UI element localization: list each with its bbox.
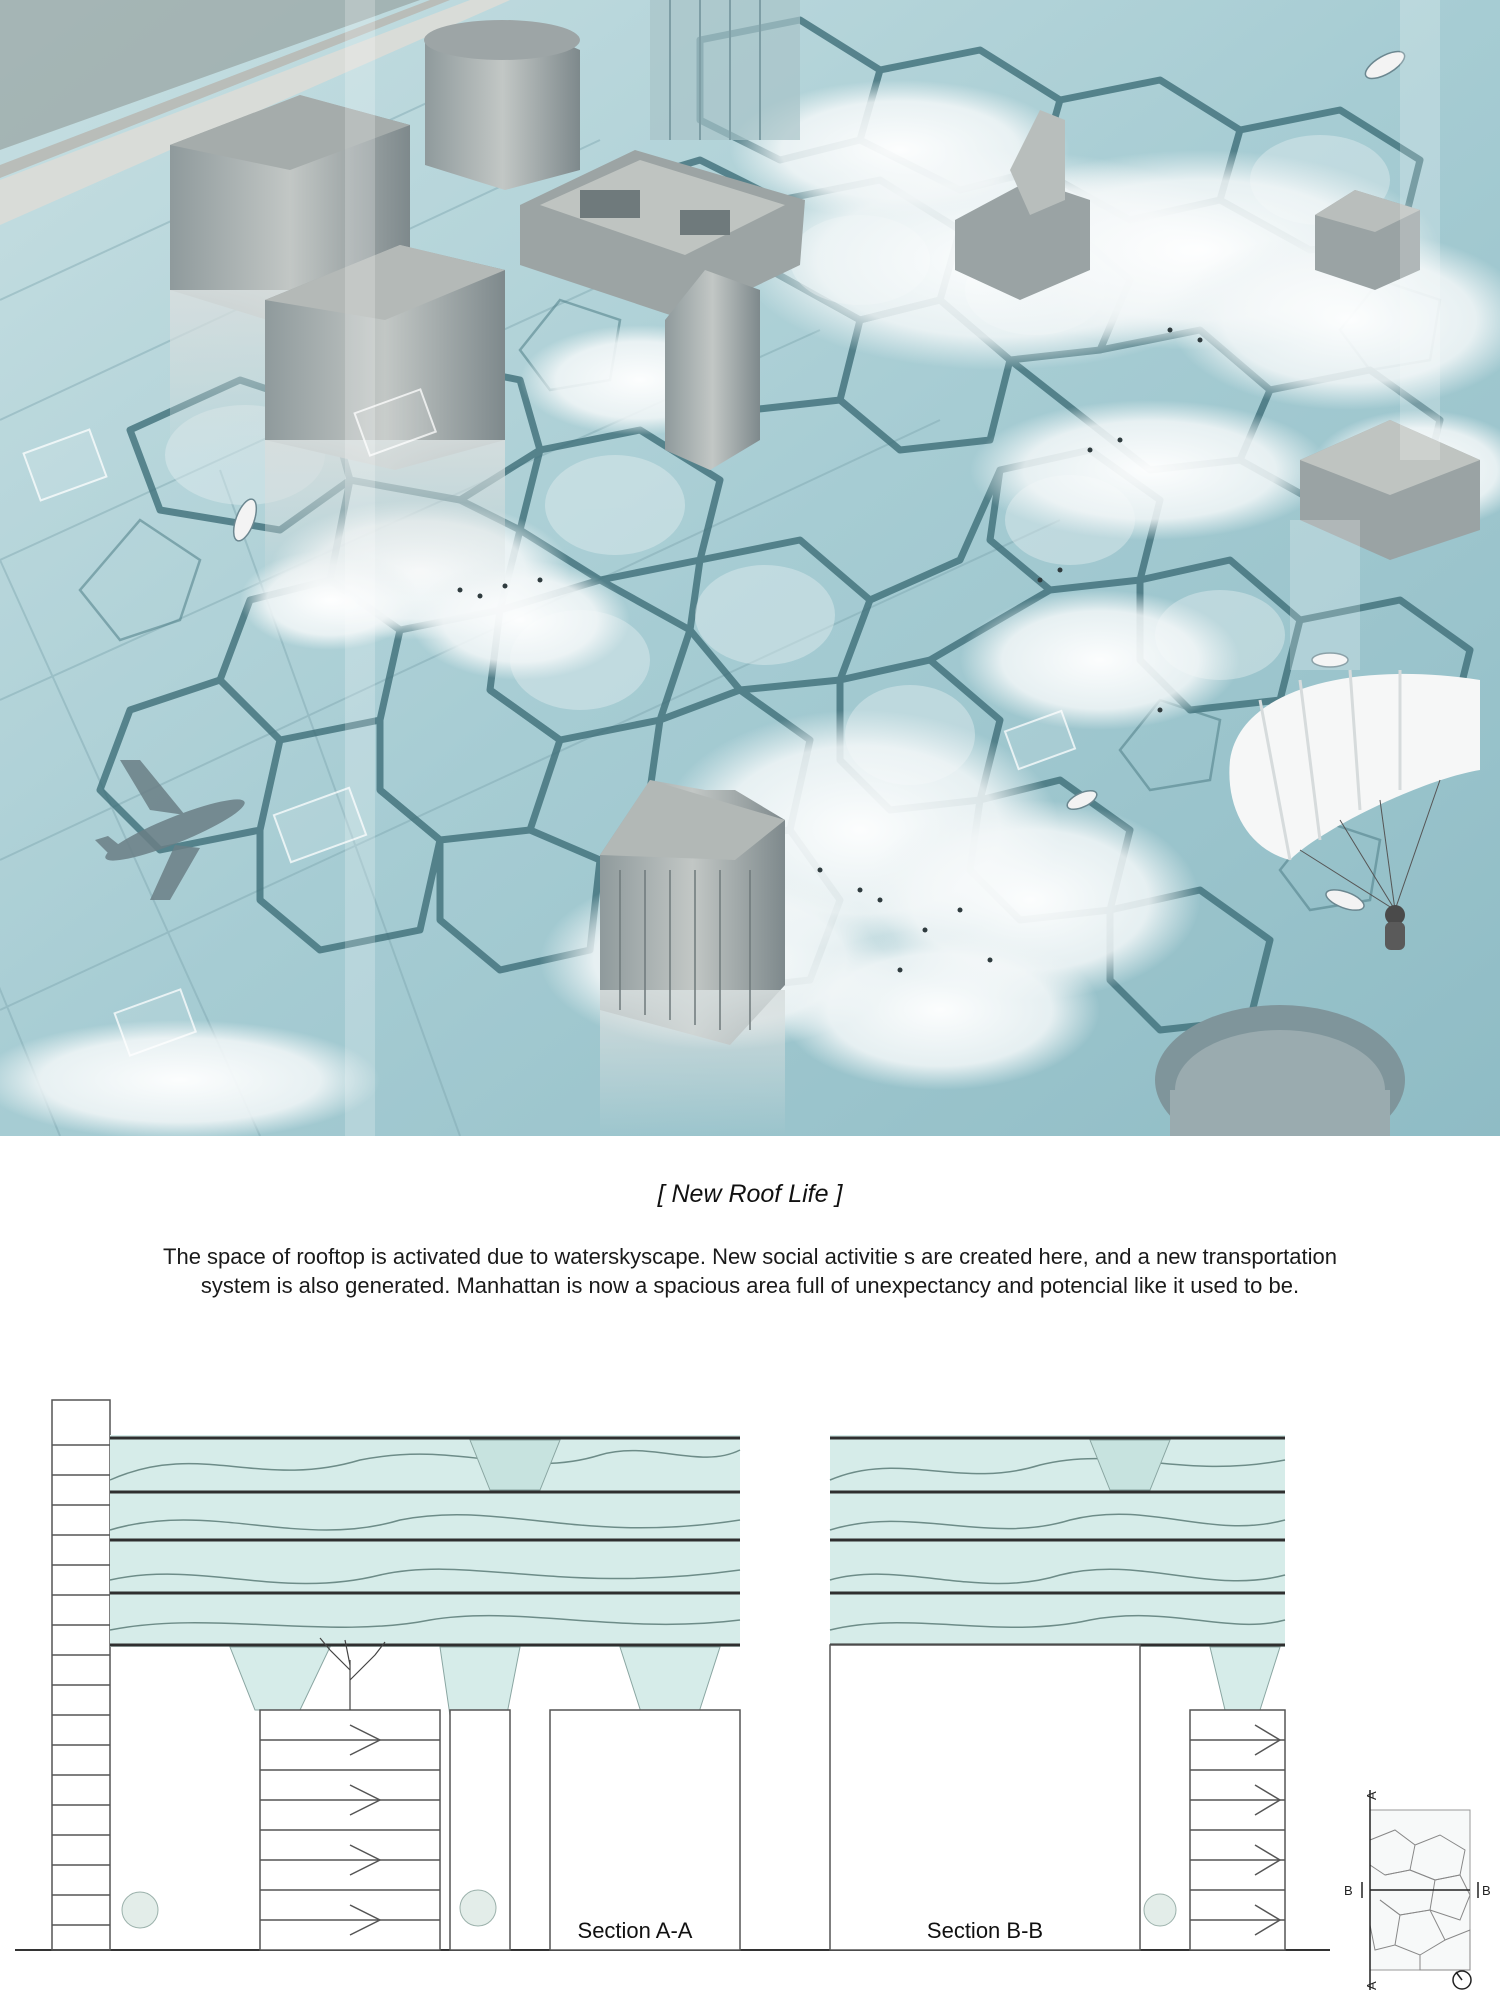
shrub: [122, 1892, 158, 1928]
shrub: [1144, 1894, 1176, 1926]
section-a: [52, 1400, 740, 1950]
sky-platform-a: [110, 1435, 740, 1750]
building-b-left: [830, 1645, 1140, 1950]
shrub: [460, 1890, 496, 1926]
section-b-label: Section B-B: [926, 1918, 1044, 1943]
key-plan-marker: A: [1364, 1981, 1379, 1990]
tower-right-edge: [650, 0, 800, 140]
tower-foreground: [600, 780, 785, 1136]
section-heading: [ New Roof Life ]: [657, 1180, 843, 1208]
existing-building-left: [52, 1400, 110, 1950]
description-line: The space of rooftop is activated due to waterskyscape. New social activitie s are created here, and a new transportation: [163, 1244, 1337, 1269]
tree: [320, 1638, 385, 1710]
section-b: [830, 1435, 1285, 1950]
description-line: system is also generated. Manhattan is now a spacious area full of unexpectancy and potencial like it used to be.: [200, 1273, 1300, 1298]
key-plan-marker: B: [1344, 1883, 1353, 1898]
tower-top-center: [424, 20, 580, 190]
key-plan-marker: A: [1364, 1791, 1379, 1800]
key-plan: [1344, 1790, 1491, 1990]
building-b-right: [1190, 1710, 1285, 1950]
description-text: [60, 1242, 1440, 1300]
building-a-center: [260, 1710, 440, 1950]
section-drawings: [0, 1380, 1500, 1997]
building-a-right: [550, 1710, 740, 1950]
key-plan-marker: B: [1482, 1883, 1491, 1898]
section-a-label: Section A-A: [577, 1918, 693, 1943]
